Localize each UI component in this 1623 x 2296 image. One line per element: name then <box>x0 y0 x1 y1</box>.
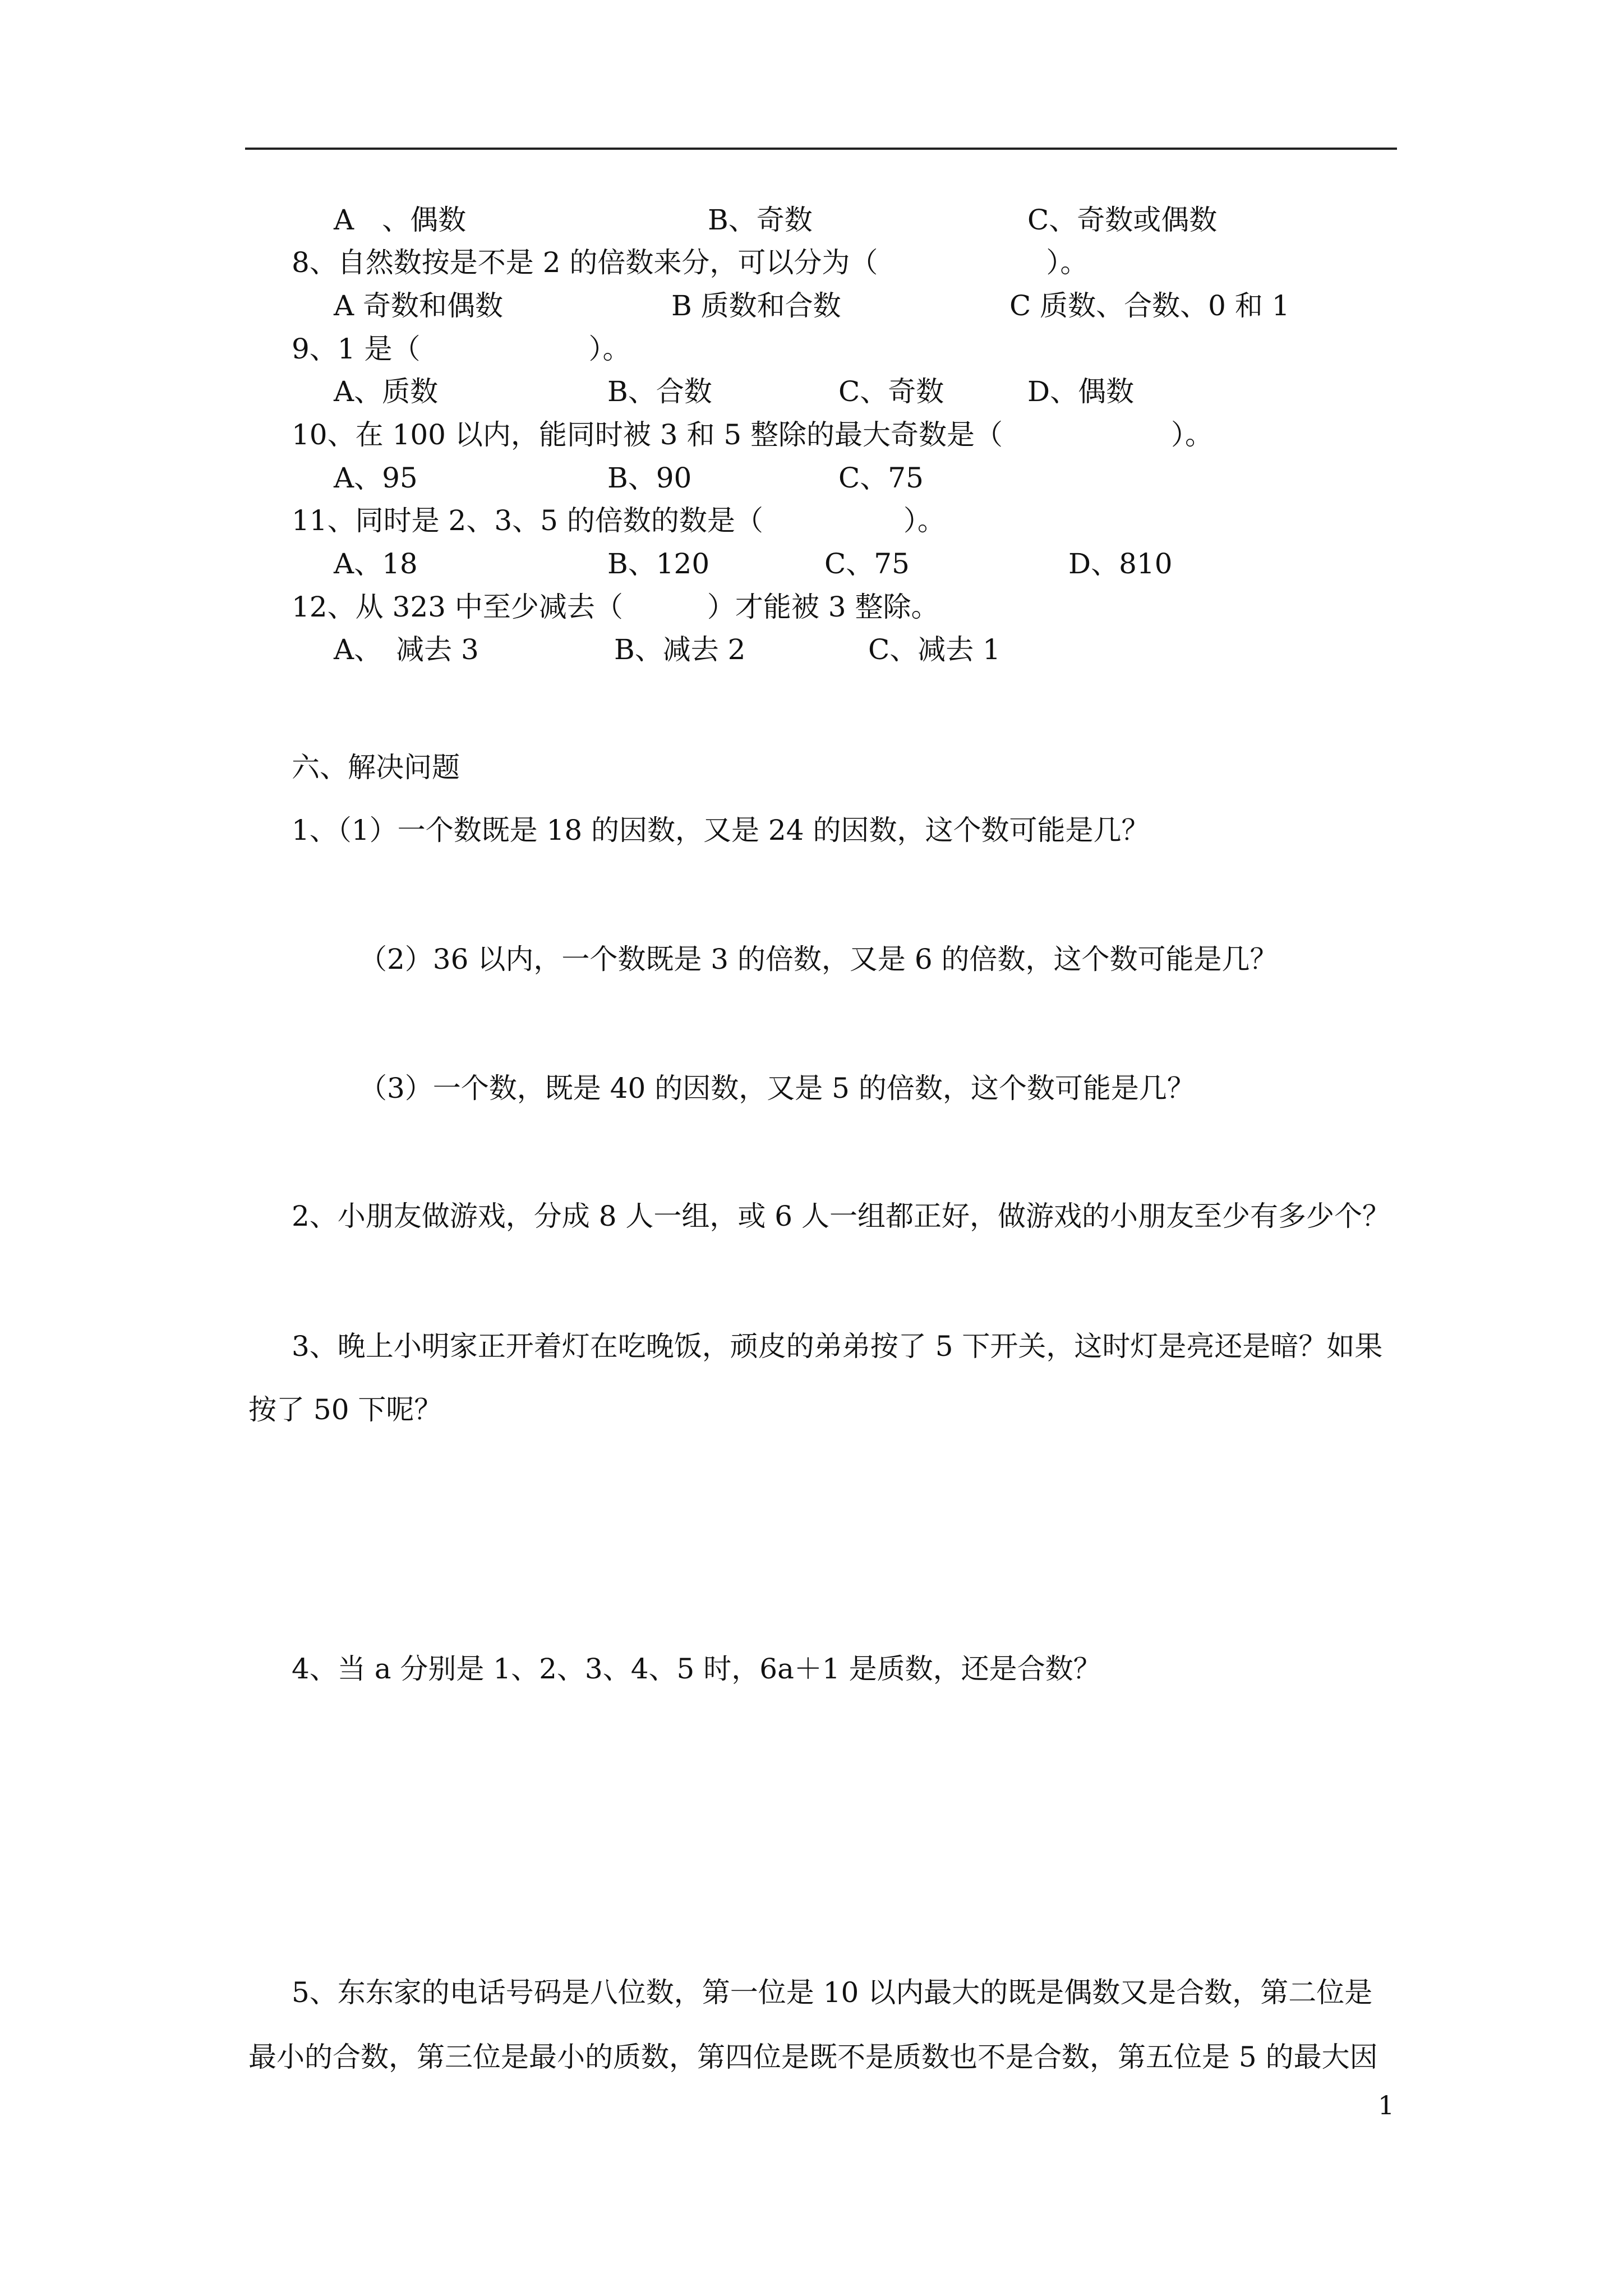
problem-1-part-3: （3）一个数，既是 40 的因数，又是 5 的倍数，这个数可能是几？ <box>359 1072 1195 1105</box>
problem-5-line-1: 5、东东家的电话号码是八位数，第一位是 10 以内最大的既是偶数又是合数，第二位是 <box>292 1976 1373 2009</box>
question-8-stem: 8、自然数按是不是 2 的倍数来分，可以分为（ ）。 <box>292 246 1089 279</box>
q11-option-d: D、810 <box>1068 547 1173 580</box>
section-heading: 六、解决问题 <box>292 751 460 784</box>
q7-option-a: A 、偶数 <box>334 204 467 236</box>
q10-option-b: B、90 <box>607 462 692 494</box>
q7-option-b: B、奇数 <box>708 204 813 236</box>
q11-option-b: B、120 <box>607 547 710 580</box>
q12-option-a: A、 减去 3 <box>334 633 479 666</box>
problem-5-line-2: 最小的合数，第三位是最小的质数，第四位是既不是质数也不是合数，第五位是 5 的最大因 <box>248 2041 1378 2073</box>
q9-option-a: A、质数 <box>334 375 439 408</box>
question-10-stem: 10、在 100 以内，能同时被 3 和 5 整除的最大奇数是（ ）。 <box>292 418 1214 451</box>
question-12-stem: 12、从 323 中至少减去（ ）才能被 3 整除。 <box>292 591 939 623</box>
page-number: 1 <box>1378 2090 1395 2120</box>
problem-1-part-2: （2）36 以内，一个数既是 3 的倍数，又是 6 的倍数，这个数可能是几？ <box>359 943 1278 976</box>
question-9-stem: 9、1 是（ ）。 <box>292 333 631 365</box>
q10-option-c: C、75 <box>838 462 924 494</box>
q9-option-d: D、偶数 <box>1027 375 1135 408</box>
q10-option-a: A、95 <box>334 462 418 494</box>
q8-option-b: B 质数和合数 <box>671 289 841 322</box>
q12-option-c: C、减去 1 <box>868 633 1000 666</box>
q11-option-c: C、75 <box>824 547 910 580</box>
q7-option-c: C、奇数或偶数 <box>1027 204 1218 236</box>
q8-option-a: A 奇数和偶数 <box>334 289 504 322</box>
problem-3-line-1: 3、晚上小明家正开着灯在吃晚饭，顽皮的弟弟按了 5 下开关，这时灯是亮还是暗？如果 <box>292 1330 1383 1363</box>
header-rule <box>245 148 1397 150</box>
q11-option-a: A、18 <box>334 547 418 580</box>
q8-option-c: C 质数、合数、0 和 1 <box>1009 289 1290 322</box>
q12-option-b: B、减去 2 <box>614 633 746 666</box>
q9-option-c: C、奇数 <box>838 375 944 408</box>
problem-4: 4、当 a 分别是 1、2、3、4、5 时，6a＋1 是质数，还是合数？ <box>292 1653 1101 1685</box>
q9-option-b: B、合数 <box>607 375 712 408</box>
problem-1-part-1: 1、（1）一个数既是 18 的因数，又是 24 的因数，这个数可能是几？ <box>292 814 1150 846</box>
problem-2: 2、小朋友做游戏，分成 8 人一组，或 6 人一组都正好，做游戏的小朋友至少有多少个？ <box>292 1200 1391 1232</box>
question-11-stem: 11、同时是 2、3、5 的倍数的数是（ ）。 <box>292 504 946 537</box>
problem-3-line-2: 按了 50 下呢？ <box>248 1393 442 1426</box>
